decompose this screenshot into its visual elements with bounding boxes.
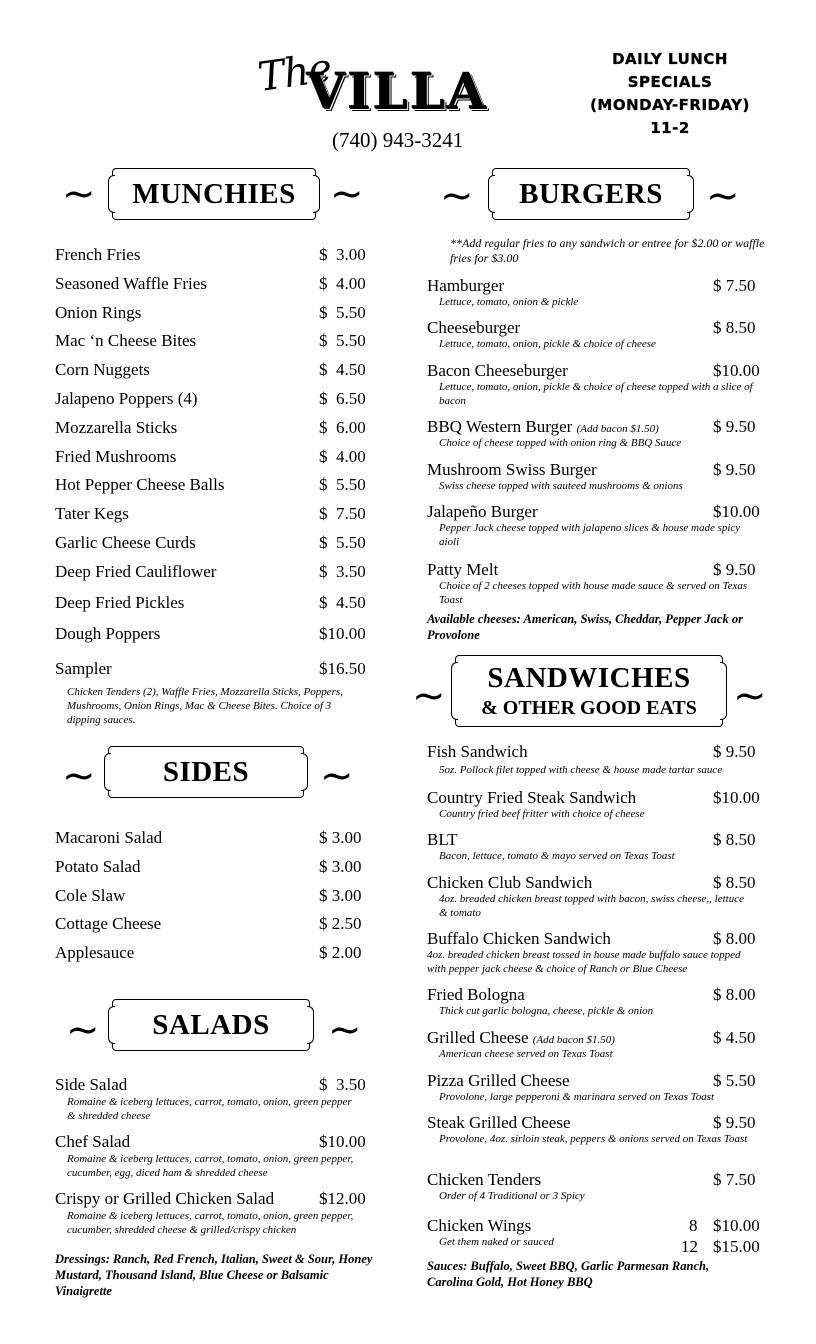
tilde-ornament: ~ <box>320 753 354 799</box>
item-name: Chicken Wings <box>427 1216 532 1235</box>
item-name: Side Salad <box>55 1075 128 1094</box>
logo-the: The <box>255 45 334 101</box>
item-name: Steak Grilled Cheese <box>427 1113 571 1132</box>
item-name: Country Fried Steak Sandwich <box>427 788 637 807</box>
item-name: Dough Poppers <box>55 624 161 643</box>
menu-item <box>427 1028 762 1064</box>
item-name: Hamburger <box>427 276 505 295</box>
item-price: $10.00 <box>319 624 366 643</box>
item-price: $ 8.00 <box>713 929 756 948</box>
specials-line: (MONDAY-FRIDAY) <box>590 96 750 114</box>
section-title: SIDES <box>162 755 250 788</box>
section-title: BURGERS <box>519 177 663 210</box>
item-name: Chef Salad <box>55 1132 131 1151</box>
menu-item <box>427 560 762 608</box>
item-description: Lettuce, tomato, onion, pickle & choice of cheese topped with a slice of bacon <box>439 381 753 407</box>
sandwiches-header <box>455 655 723 727</box>
item-price: $ 4.00 <box>319 274 366 293</box>
tilde-ornament: ~ <box>66 1007 100 1053</box>
item-name: Chicken Club Sandwich <box>427 873 593 892</box>
item-price: $ 5.50 <box>713 1071 756 1090</box>
item-name: French Fries <box>55 245 141 264</box>
fries-addon-note: **Add regular fries to any sandwich or entree for $2.00 or waffle fries for $3.00 <box>450 236 765 265</box>
item-price: $ 2.00 <box>319 943 362 962</box>
item-name: Tater Kegs <box>55 504 129 523</box>
menu-item <box>55 1075 367 1125</box>
item-description: Country fried beef fritter with choice of cheese <box>439 808 645 820</box>
dressings-note: Dressings: Ranch, Red French, Italian, Sweet & Sour, Honey Mustard, Thousand Island, Blue Cheese or Balsamic Vinaigrette <box>55 1252 373 1298</box>
munchies-header <box>112 168 316 220</box>
item-price: $ 7.50 <box>713 1170 756 1189</box>
item-price: $ 9.50 <box>713 460 756 479</box>
item-description: Provolone, 4oz. sirloin steak, peppers & onions served on Texas Toast <box>439 1133 748 1145</box>
tilde-ornament: ~ <box>440 173 474 219</box>
item-name: Corn Nuggets <box>55 360 150 379</box>
section-subtitle: & OTHER GOOD EATS <box>481 697 697 719</box>
tilde-ornament: ~ <box>62 171 96 217</box>
item-price: $10.00 <box>713 788 760 807</box>
item-price: $ 3.00 <box>319 886 362 905</box>
logo-villa: VILLA <box>306 61 488 120</box>
item-name: Mushroom Swiss Burger <box>427 460 597 479</box>
item-description: Choice of 2 cheeses topped with house made sauce & served on Texas Toast <box>439 580 748 606</box>
item-price: $10.00 <box>319 1132 366 1151</box>
item-name: Macaroni Salad <box>55 828 163 847</box>
menu-item <box>427 417 762 453</box>
item-description: Order of 4 Traditional or 3 Spicy <box>439 1190 585 1202</box>
cheeses-note: Available cheeses: American, Swiss, Cheddar, Pepper Jack or Provolone <box>427 612 743 642</box>
item-price: $15.00 <box>713 1237 760 1256</box>
menu-item <box>427 985 762 1021</box>
item-name: Chicken Tenders <box>427 1170 542 1189</box>
section-title: SANDWICHES <box>487 662 691 694</box>
tilde-ornament: ~ <box>733 673 767 719</box>
item-name: Fried Bologna <box>427 985 525 1004</box>
item-name: Fish Sandwich <box>427 742 528 761</box>
item-name: Patty Melt <box>427 560 499 579</box>
sides-header <box>108 746 304 798</box>
item-name: BLT <box>427 830 458 849</box>
item-name: Garlic Cheese Curds <box>55 533 196 552</box>
item-price: $10.00 <box>713 502 760 521</box>
item-price: $16.50 <box>319 659 366 678</box>
item-name: Fried Mushrooms <box>55 447 177 466</box>
item-price: $12.00 <box>319 1189 366 1208</box>
item-name: Bacon Cheeseburger <box>427 361 568 380</box>
specials-line: 11-2 <box>650 119 690 137</box>
item-price: $ 4.50 <box>713 1028 756 1047</box>
item-price: $ 4.50 <box>319 360 366 379</box>
tilde-ornament: ~ <box>412 673 446 719</box>
item-description: Pepper Jack cheese topped with jalapeno slices & house made spicy aioli <box>439 522 741 548</box>
item-price: $ 5.50 <box>319 533 366 552</box>
tilde-ornament: ~ <box>706 173 740 219</box>
item-price: $ 7.50 <box>319 504 366 523</box>
specials-line: DAILY LUNCH <box>612 50 728 68</box>
item-description: Romaine & iceberg lettuces, carrot, tomato, onion, green pepper, cucumber, shredded cheese & grilled/crispy chicken <box>67 1210 354 1236</box>
menu-item <box>427 830 762 866</box>
item-name: Sampler <box>55 659 112 678</box>
item-name-text: Grilled Cheese <box>427 1028 529 1047</box>
item-description: Romaine & iceberg lettuces, carrot, tomato, onion, green pepper & shredded cheese <box>67 1096 352 1122</box>
item-price: $ 3.00 <box>319 828 362 847</box>
item-price: $ 9.50 <box>713 417 756 436</box>
item-name: Jalapeno Poppers (4) <box>55 389 198 408</box>
item-description: Provolone, large pepperoni & marinara served on Texas Toast <box>439 1091 715 1103</box>
item-name: Seasoned Waffle Fries <box>55 274 207 293</box>
item-price: $ 3.00 <box>319 857 362 876</box>
item-name: Crispy or Grilled Chicken Salad <box>55 1189 275 1208</box>
item-description: Lettuce, tomato, onion & pickle <box>439 296 579 308</box>
item-addon: (Add bacon $1.50) <box>532 1034 615 1046</box>
item-name: Deep Fried Pickles <box>55 593 185 612</box>
item-name: Onion Rings <box>55 303 142 322</box>
item-price: $ 5.50 <box>319 475 366 494</box>
item-description: Chicken Tenders (2), Waffle Fries, Mozzarella Sticks, Poppers, Mushrooms, Onion Rings, Mac & Cheese Bites. Choice of 3 dipping sauces. <box>67 686 343 726</box>
item-price: $ 8.50 <box>713 318 756 337</box>
item-price: $ 3.00 <box>319 245 366 264</box>
item-name: Buffalo Chicken Sandwich <box>427 929 611 948</box>
menu-item <box>427 742 762 778</box>
menu-item <box>55 1132 367 1182</box>
item-description: 5oz. Pollock filet topped with cheese & house made tartar sauce <box>439 764 723 776</box>
menu-item <box>427 1113 762 1161</box>
menu-item <box>427 460 762 496</box>
item-price: $ 3.50 <box>319 562 366 581</box>
item-price: $ 5.50 <box>319 331 366 350</box>
item-name: Mozzarella Sticks <box>55 418 178 437</box>
item-description: Thick cut garlic bologna, cheese, pickle & onion <box>439 1005 654 1017</box>
item-price: $ 9.50 <box>713 560 756 579</box>
menu-item <box>427 502 762 550</box>
item-price: $ 8.50 <box>713 830 756 849</box>
tilde-ornament: ~ <box>328 1007 362 1053</box>
item-name: Pizza Grilled Cheese <box>427 1071 570 1090</box>
item-name: Hot Pepper Cheese Balls <box>55 475 225 494</box>
item-name: Jalapeño Burger <box>427 502 538 521</box>
menu-item <box>427 788 762 824</box>
menu-item <box>427 929 762 977</box>
item-name: Cole Slaw <box>55 886 126 905</box>
item-description: Bacon, lettuce, tomato & mayo served on Texas Toast <box>439 850 675 862</box>
tilde-ornament: ~ <box>330 171 364 217</box>
item-name: Potato Salad <box>55 857 141 876</box>
item-price: $ 9.50 <box>713 742 756 761</box>
item-description: Swiss cheese topped with sauteed mushrooms & onions <box>439 480 683 492</box>
item-name: Cottage Cheese <box>55 914 162 933</box>
menu-item <box>55 659 367 727</box>
item-price: $ 9.50 <box>713 1113 756 1132</box>
specials-line: SPECIALS <box>627 73 713 91</box>
item-price: $10.00 <box>713 1216 760 1235</box>
item-price: $ 5.50 <box>319 303 366 322</box>
sauces-note: Sauces: Buffalo, Sweet BBQ, Garlic Parmesan Ranch, Carolina Gold, Hot Honey BBQ <box>427 1259 710 1289</box>
section-title: SALADS <box>152 1008 270 1041</box>
item-price: $ 6.50 <box>319 389 366 408</box>
burgers-header <box>492 168 690 220</box>
item-description: Romaine & iceberg lettuces, carrot, tomato, onion, green pepper, cucumber, egg, diced ham & shredded cheese <box>67 1153 354 1179</box>
item-description: 4oz. breaded chicken breast tossed in house made buffalo sauce topped with pepper jack cheese & choice of Ranch or Blue Cheese <box>427 949 741 975</box>
menu-item <box>427 276 762 312</box>
menu-item <box>55 1189 367 1239</box>
item-price: $ 7.50 <box>713 276 756 295</box>
item-description: Choice of cheese topped with onion ring & BBQ Sauce <box>439 437 682 449</box>
menu-item <box>427 1216 762 1260</box>
daily-lunch-specials <box>570 48 770 140</box>
item-price: $ 4.00 <box>319 447 366 466</box>
item-price: $ 8.00 <box>713 985 756 1004</box>
item-quantity: 8 <box>689 1216 698 1235</box>
section-title: MUNCHIES <box>132 177 296 210</box>
item-price: $10.00 <box>713 361 760 380</box>
item-quantity: 12 <box>681 1237 698 1256</box>
item-price: $ 2.50 <box>319 914 362 933</box>
item-price: $ 4.50 <box>319 593 366 612</box>
item-name: Applesauce <box>55 943 135 962</box>
item-description: 4oz. breaded chicken breast topped with bacon, swiss cheese,, lettuce & tomato <box>439 893 744 919</box>
item-name: Mac ‘n Cheese Bites <box>55 331 197 350</box>
menu-item <box>427 361 762 409</box>
item-price: $ 8.50 <box>713 873 756 892</box>
item-description: American cheese served on Texas Toast <box>439 1048 613 1060</box>
menu-item <box>427 873 762 921</box>
item-name: Cheeseburger <box>427 318 521 337</box>
tilde-ornament: ~ <box>62 753 96 799</box>
item-name: Deep Fried Cauliflower <box>55 562 217 581</box>
menu-item <box>427 1071 762 1107</box>
phone-number: (740) 943-3241 <box>332 128 464 152</box>
item-name-text: BBQ Western Burger <box>427 417 573 436</box>
salads-header <box>112 999 310 1051</box>
item-description: Lettuce, tomato, onion, pickle & choice of cheese <box>439 338 656 350</box>
item-price: $ 3.50 <box>319 1075 366 1094</box>
menu-item <box>427 318 762 354</box>
menu-item <box>427 1170 762 1206</box>
item-description: Get them naked or sauced <box>439 1236 554 1248</box>
item-addon: (Add bacon $1.50) <box>576 423 659 435</box>
item-price: $ 6.00 <box>319 418 366 437</box>
